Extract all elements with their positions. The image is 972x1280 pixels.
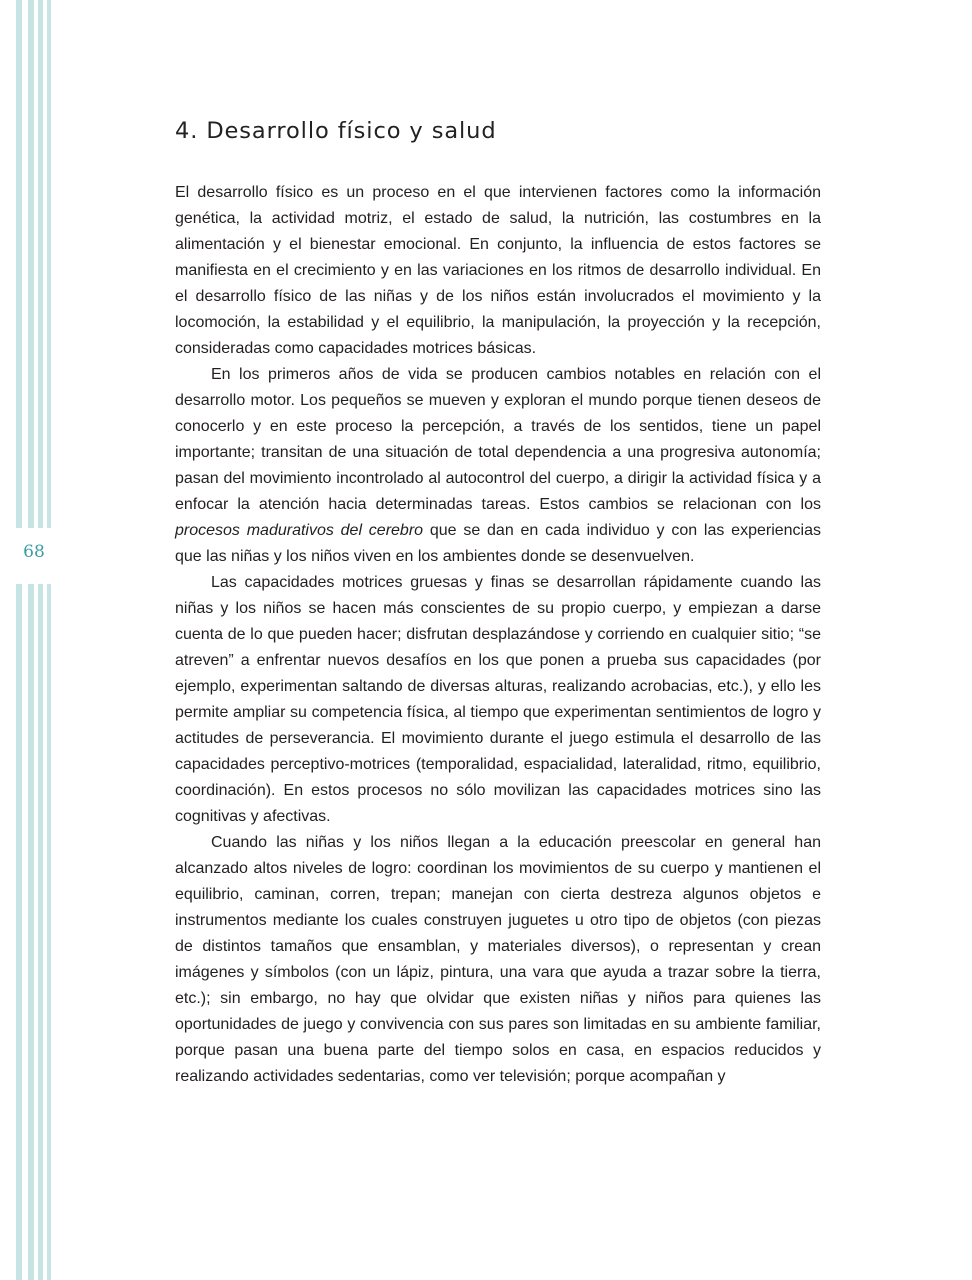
decorative-stripe [38,584,43,1280]
page-number: 68 [23,542,45,562]
body-paragraph-1: El desarrollo físico es un proceso en el que intervienen factores como la información genética, la actividad motriz, el estado de salud, la nutrición, las costumbres en la alimentación y el bienestar emocional. En conjunto, la influencia de estos factores se manifiesta en el crecimiento y en las variaciones en los ritmos de desarrollo individual. En el desarrollo físico de las niñas y de los niños están involucrados el movimiento y la locomoción, la estabilidad y el equilibrio, la manipulación, la proyección y la recepción, consideradas como capacidades motrices básicas. [175,184,821,357]
decorative-stripe [47,0,51,528]
section-title: 4. Desarrollo físico y salud [175,118,497,144]
paragraph-text: En los primeros años de vida se producen cambios notables en relación con el desarrollo motor. Los pequeños se mueven y exploran el mundo porque tienen deseos de conocerlo y en este proceso la percepción, a través de los sentidos, tiene un papel importante; transitan de una situación de total dependencia a una progresiva autonomía; pasan del movimiento incontrolado al autocontrol del cuerpo, a dirigir la actividad física y a enfocar la atención hacia determinadas tareas. Estos cambios se relacionan con los [175,366,821,513]
decorative-stripe [38,0,43,528]
decorative-stripe [16,584,22,1280]
paragraph-text: que se dan en cada individuo y con las experiencias que las niñas y los niños viven en los ambientes donde se desenvuelven. [175,522,822,565]
decorative-stripe [28,584,34,1280]
decorative-stripe [47,584,51,1280]
page-content [175,118,821,1090]
body-paragraph-3: Las capacidades motrices gruesas y finas se desarrollan rápidamente cuando las niñas y los niños se hacen más conscientes de su propio cuerpo, y empiezan a darse cuenta de lo que pueden hacer; disfrutan desplazándose y corriendo en cualquier sitio; “se atreven” a enfrentar nuevos desafíos en los que ponen a prueba sus capacidades (por ejemplo, experimentan saltando de diversas alturas, realizando acrobacias, etc.), y ello les permite ampliar su competencia física, al tiempo que experimentan sentimientos de logro y actitudes de perseverancia. El movimiento durante el juego estimula el desarrollo de las capacidades perceptivo-motrices (temporalidad, espacialidad, lateralidad, ritmo, equilibrio, coordinación). En estos procesos no sólo movilizan las capacidades motrices sino las cognitivas y afectivas. [175,574,821,825]
body-paragraph-2 [175,362,821,570]
margin-stripes [0,0,60,1280]
decorative-stripe [28,0,34,528]
body-paragraph-4: Cuando las niñas y los niños llegan a la educación preescolar en general han alcanzado altos niveles de logro: coordinan los movimientos de su cuerpo y mantienen el equilibrio, caminan, corren, trepan; manejan con cierta destreza algunos objetos e instrumentos mediante los cuales construyen juguetes u otro tipo de objetos (con piezas de distintos tamaños que ensamblan, y materiales diversos), o representan y crean imágenes y símbolos (con un lápiz, pintura, una vara que ayuda a trazar sobre la tierra, etc.); sin embargo, no hay que olvidar que existen niñas y niños para quienes las oportunidades de juego y convivencia con sus pares son limitadas en su ambiente familiar, porque pasan una buena parte del tiempo solos en casa, en espacios reducidos y realizando actividades sedentarias, como ver televisión; porque acompañan y [175,834,821,1085]
decorative-stripe [16,0,22,528]
emphasized-term: procesos madurativos del cerebro [175,522,424,539]
